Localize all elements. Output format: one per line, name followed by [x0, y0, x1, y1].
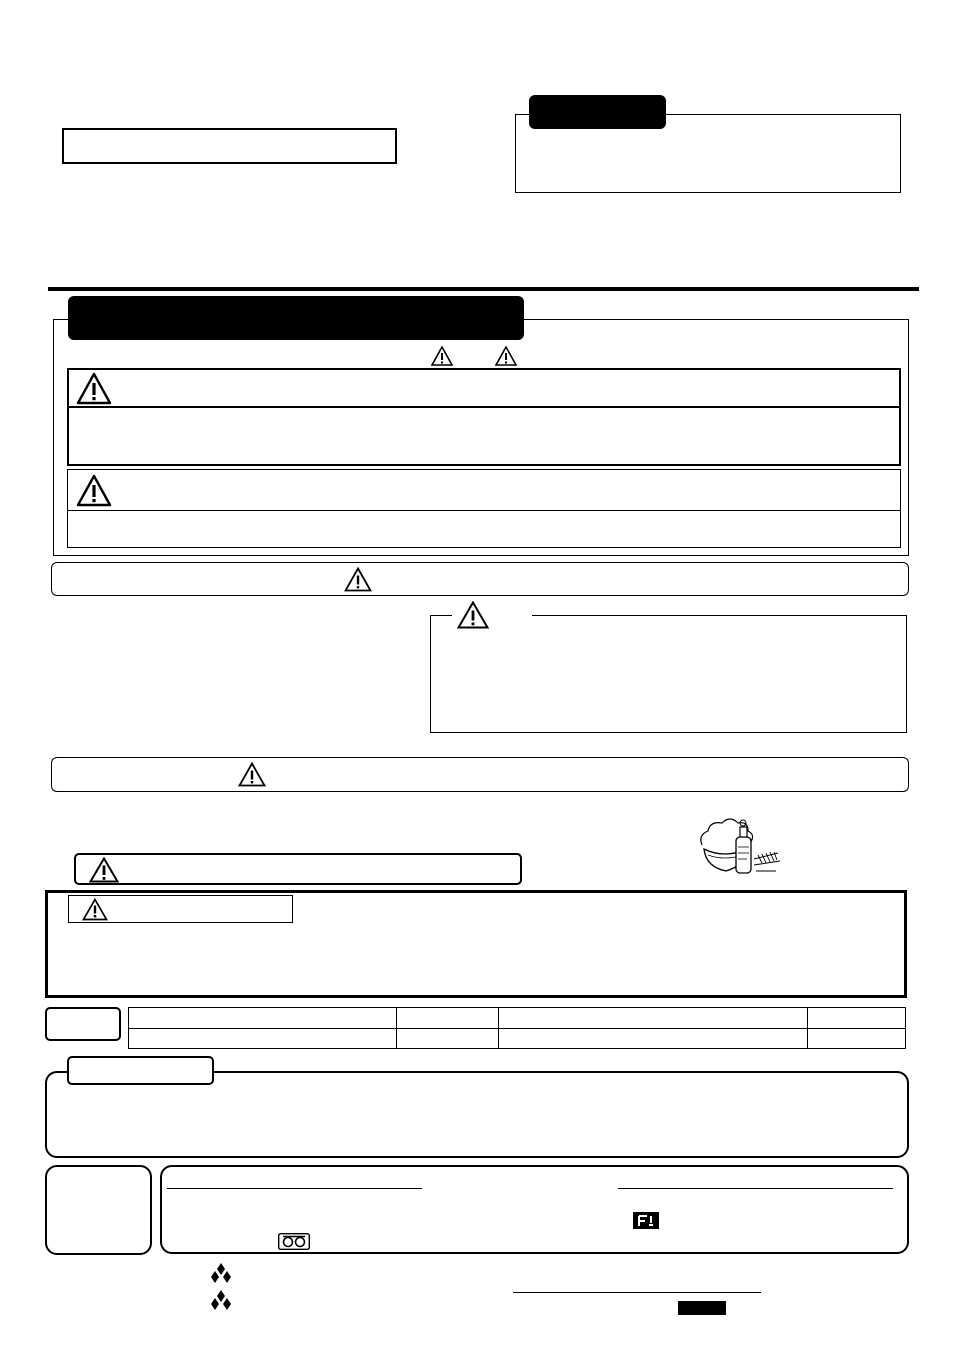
black-tag: [678, 1301, 726, 1315]
address-underline: [513, 1292, 761, 1293]
safety-section-header: [68, 296, 524, 340]
contact-underline-right: [618, 1188, 893, 1189]
spec-cell: [129, 1008, 397, 1028]
caution-body-row: [67, 510, 901, 548]
top-title-box: [62, 128, 397, 164]
install-caution-banner: [51, 562, 909, 596]
caution-header-row: [67, 469, 901, 511]
caution-icon: [457, 601, 489, 629]
spec-cell: [808, 1029, 905, 1049]
forbidden-label-box: [74, 853, 522, 885]
top-notice-tab: [529, 95, 666, 129]
spec-row: [129, 1008, 905, 1029]
spec-row: [129, 1029, 905, 1049]
caution-icon: [82, 898, 108, 921]
warning-icon: [76, 372, 112, 405]
spec-label-box: [45, 1007, 121, 1041]
usage-caution-banner: [51, 757, 909, 792]
spec-cell: [397, 1008, 499, 1028]
warning-body-row: [67, 406, 901, 466]
caution-icon: [76, 474, 112, 507]
caution-icon: [238, 762, 266, 787]
spec-table: [128, 1007, 906, 1049]
contact-label-box: [45, 1165, 152, 1255]
fax-icon: [633, 1212, 659, 1233]
spec-cell: [499, 1029, 808, 1049]
caution-icon: [344, 567, 372, 592]
right-caution-box: [430, 615, 907, 733]
info-box-tab: [67, 1056, 214, 1085]
cleaning-supplies-illustration: [696, 815, 786, 883]
contact-info-box: [160, 1165, 909, 1254]
spec-cell: [397, 1029, 499, 1049]
warning-header-row: [67, 368, 901, 408]
spec-cell: [499, 1008, 808, 1028]
spec-cell: [808, 1008, 905, 1028]
warning-icon: [431, 346, 453, 366]
caution-icon: [495, 346, 517, 366]
mitsubishi-three-diamond-logo: [207, 1290, 235, 1318]
contact-underline-left: [167, 1188, 422, 1189]
spec-cell: [129, 1029, 397, 1049]
warning-icon: [89, 857, 119, 883]
mitsubishi-three-diamond-logo: [207, 1263, 235, 1291]
section-divider: [48, 287, 919, 291]
free-dial-icon: [278, 1233, 310, 1254]
